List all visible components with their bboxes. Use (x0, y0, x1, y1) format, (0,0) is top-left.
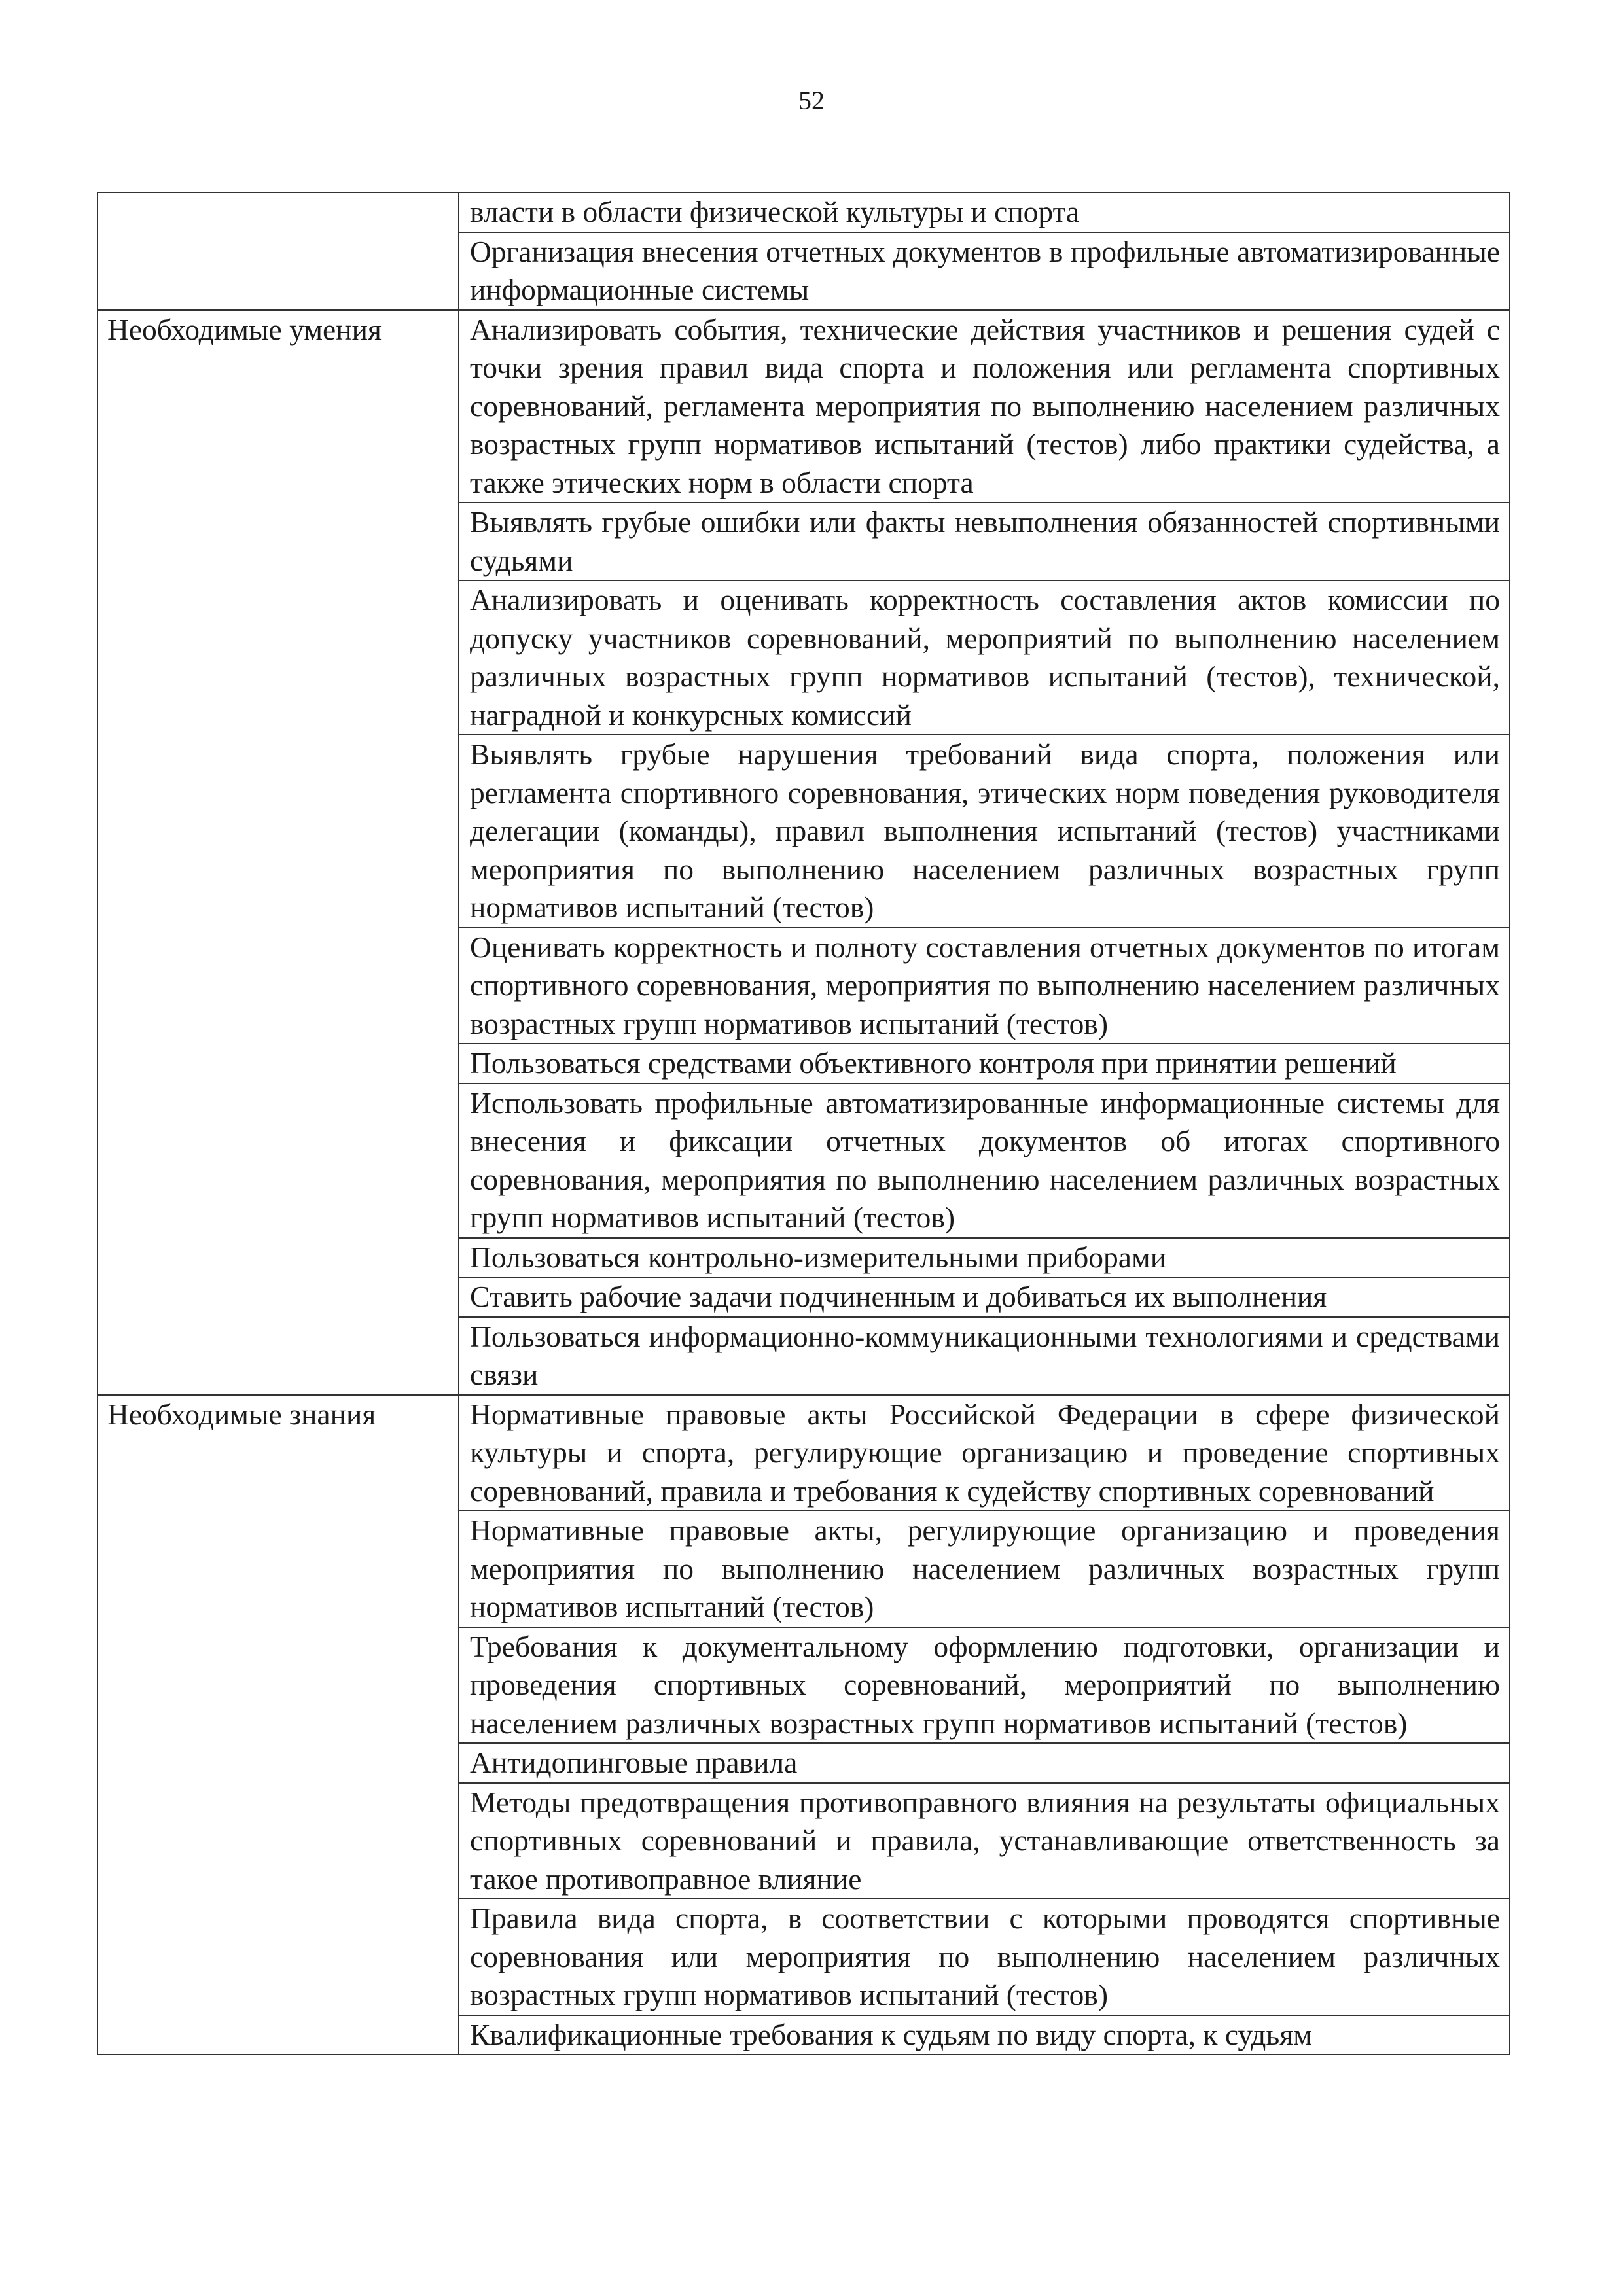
page-number: 52 (798, 86, 825, 115)
table-row (98, 1395, 1510, 1511)
skill-item: Выявлять грубые нарушения требований вида спорта, положения или регламента спортивного соревнования, этических норм поведения руководителя делегации (команды), правил выполнения испытаний (тестов) участниками мероприятия по выполнению населением различных возрастных групп нормативов испытаний (тестов) (459, 735, 1510, 928)
skill-item: Выявлять грубые ошибки или факты невыполнения обязанностей спортивными судьями (459, 503, 1510, 580)
skill-item: Пользоваться средствами объективного контроля при принятии решений (459, 1044, 1510, 1084)
knowledge-item: Требования к документальному оформлению подготовки, организации и проведения спортивных соревнований, мероприятий по выполнению населением различных возрастных групп нормативов испытаний (тестов) (459, 1627, 1510, 1744)
skill-item: Оценивать корректность и полноту составления отчетных документов по итогам спортивного соревнования, мероприятия по выполнению населением различных возрастных групп нормативов испытаний (тестов) (459, 928, 1510, 1044)
knowledge-item: Методы предотвращения противоправного влияния на результаты официальных спортивных соревнований и правила, устанавливающие ответственность за такое противоправное влияние (459, 1783, 1510, 1899)
table-cell-text: власти в области физической культуры и спорта (459, 192, 1510, 232)
skill-item: Ставить рабочие задачи подчиненным и добиваться их выполнения (459, 1277, 1510, 1317)
knowledge-item: Антидопинговые правила (459, 1743, 1510, 1783)
knowledge-item: Нормативные правовые акты, регулирующие организацию и проведения мероприятия по выполнению населением различных возрастных групп нормативов испытаний (тестов) (459, 1511, 1510, 1627)
skill-item: Использовать профильные автоматизированные информационные системы для внесения и фиксации отчетных документов об итогах спортивного соревнования, мероприятия по выполнению населением различных возрастных групп нормативов испытаний (тестов) (459, 1084, 1510, 1238)
table-row (98, 310, 1510, 503)
skill-item: Пользоваться информационно-коммуникационными технологиями и средствами связи (459, 1317, 1510, 1395)
requirements-table (97, 192, 1510, 2055)
knowledge-item: Правила вида спорта, в соответствии с которыми проводятся спортивные соревнования или мероприятия по выполнению населением различных возрастных групп нормативов испытаний (тестов) (459, 1899, 1510, 2015)
skills-label: Необходимые умения (98, 310, 459, 1395)
knowledge-item: Квалификационные требования к судьям по виду спорта, к судьям (459, 2015, 1510, 2055)
knowledge-label: Необходимые знания (98, 1395, 459, 2055)
skill-item: Анализировать и оценивать корректность составления актов комиссии по допуску участников соревнований, мероприятий по выполнению населением различных возрастных групп нормативов испытаний (тестов), технической, наградной и конкурсных комиссий (459, 580, 1510, 735)
table-row (98, 192, 1510, 232)
skill-item: Пользоваться контрольно-измерительными приборами (459, 1238, 1510, 1278)
skill-item: Анализировать события, технические действия участников и решения судей с точки зрения правил вида спорта и положения или регламента спортивных соревнований, регламента мероприятия по выполнению населением различных возрастных групп нормативов испытаний (тестов) либо практики судейства, а также этических норм в области спорта (459, 310, 1510, 503)
knowledge-item: Нормативные правовые акты Российской Федерации в сфере физической культуры и спорта, регулирующие организацию и проведение спортивных соревнований, правила и требования к судейству спортивных соревнований (459, 1395, 1510, 1511)
empty-label-cell (98, 192, 459, 310)
table-cell-text: Организация внесения отчетных документов в профильные автоматизированные информационные системы (459, 232, 1510, 310)
